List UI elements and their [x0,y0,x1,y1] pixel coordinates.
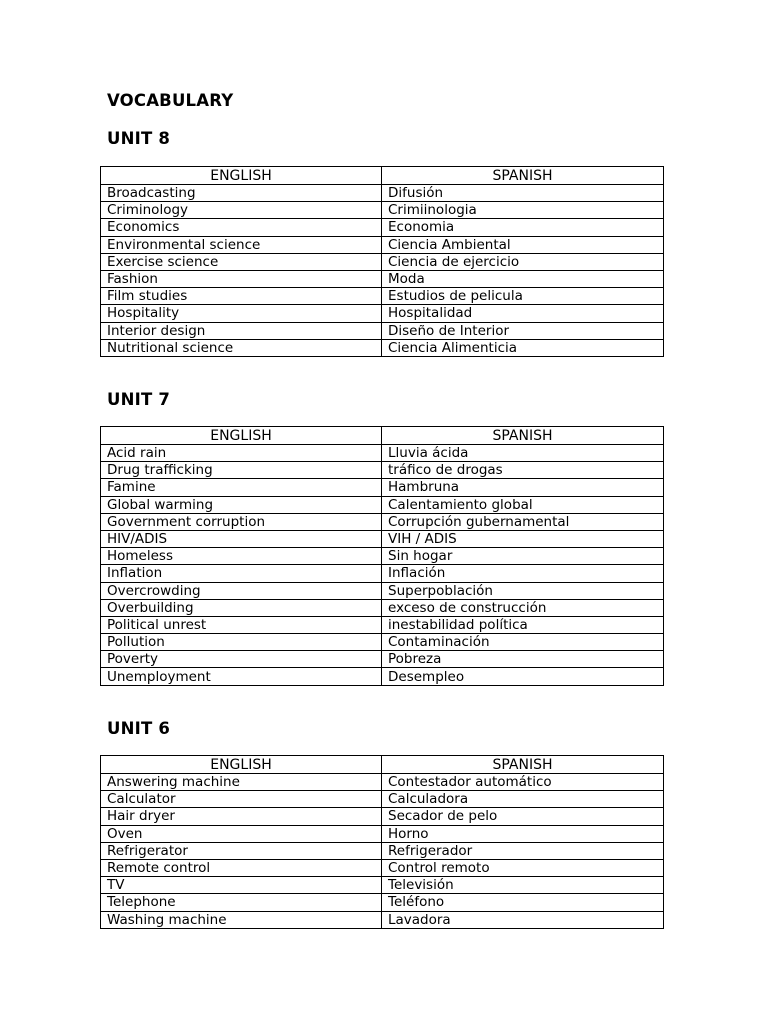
table-row [101,530,664,547]
unit-7-table [100,426,664,686]
table-header-row [101,756,664,774]
spanish-term: Ciencia de ejercicio [382,253,664,270]
table-row [101,582,664,599]
table-row [101,185,664,202]
english-term: TV [101,877,382,894]
spanish-term: Pobreza [382,651,664,668]
table-row [101,599,664,616]
spanish-term: Ciencia Ambiental [382,236,664,253]
table-row [101,877,664,894]
unit-8-heading: UNIT 8 [107,129,171,148]
spanish-term: Contestador automático [382,774,664,791]
table-row [101,322,664,339]
table-header-row [101,167,664,185]
spanish-term: Sin hogar [382,548,664,565]
english-term: Calculator [101,791,382,808]
table-row [101,616,664,633]
spanish-term: Hospitalidad [382,305,664,322]
english-term: Unemployment [101,668,382,685]
unit-6-heading: UNIT 6 [107,719,171,738]
english-term: Inflation [101,565,382,582]
spanish-term: Calentamiento global [382,496,664,513]
spanish-term: Control remoto [382,859,664,876]
spanish-term: Desempleo [382,668,664,685]
unit-6-table [100,755,664,929]
english-term: Hospitality [101,305,382,322]
english-term: Criminology [101,202,382,219]
spanish-term: Lluvia ácida [382,445,664,462]
english-term: Interior design [101,322,382,339]
english-term: Overbuilding [101,599,382,616]
table-row [101,253,664,270]
english-column-header: ENGLISH [101,427,382,445]
spanish-term: Teléfono [382,894,664,911]
table-row [101,651,664,668]
english-term: Refrigerator [101,842,382,859]
table-row [101,634,664,651]
table-row [101,288,664,305]
spanish-term: Hambruna [382,479,664,496]
page-title: VOCABULARY [107,91,234,110]
spanish-term: Secador de pelo [382,808,664,825]
english-term: Acid rain [101,445,382,462]
table-row [101,462,664,479]
table-row [101,219,664,236]
spanish-term: VIH / ADIS [382,530,664,547]
table-row [101,202,664,219]
english-column-header: ENGLISH [101,756,382,774]
spanish-term: Superpoblación [382,582,664,599]
spanish-term: Lavadora [382,911,664,928]
table-row [101,911,664,928]
table-row [101,479,664,496]
table-row [101,565,664,582]
english-term: Famine [101,479,382,496]
spanish-term: Ciencia Alimenticia [382,339,664,356]
table-row [101,774,664,791]
english-term: Government corruption [101,513,382,530]
spanish-term: Horno [382,825,664,842]
spanish-term: tráfico de drogas [382,462,664,479]
table-row [101,513,664,530]
spanish-column-header: SPANISH [382,167,664,185]
table-row [101,791,664,808]
english-term: Economics [101,219,382,236]
table-row [101,270,664,287]
table-row [101,808,664,825]
english-term: Environmental science [101,236,382,253]
table-header-row [101,427,664,445]
english-term: Political unrest [101,616,382,633]
table-row [101,825,664,842]
table-row [101,445,664,462]
spanish-term: Economia [382,219,664,236]
spanish-term: Diseño de Interior [382,322,664,339]
spanish-term: Televisión [382,877,664,894]
table-row [101,236,664,253]
english-term: Poverty [101,651,382,668]
table-row [101,305,664,322]
spanish-term: Moda [382,270,664,287]
spanish-term: Estudios de pelicula [382,288,664,305]
table-row [101,339,664,356]
english-term: Drug trafficking [101,462,382,479]
unit-7-heading: UNIT 7 [107,390,171,409]
table-row [101,842,664,859]
spanish-term: Inflación [382,565,664,582]
spanish-column-header: SPANISH [382,427,664,445]
spanish-term: Crimiinologia [382,202,664,219]
spanish-term: Corrupción gubernamental [382,513,664,530]
table-row [101,548,664,565]
english-term: Answering machine [101,774,382,791]
spanish-term: Calculadora [382,791,664,808]
english-term: Homeless [101,548,382,565]
english-term: Washing machine [101,911,382,928]
table-row [101,668,664,685]
spanish-term: inestabilidad política [382,616,664,633]
english-term: HIV/ADIS [101,530,382,547]
spanish-term: Difusión [382,185,664,202]
english-term: Nutritional science [101,339,382,356]
english-term: Hair dryer [101,808,382,825]
spanish-column-header: SPANISH [382,756,664,774]
english-term: Pollution [101,634,382,651]
english-term: Overcrowding [101,582,382,599]
table-row [101,496,664,513]
table-row [101,859,664,876]
english-term: Broadcasting [101,185,382,202]
spanish-term: Refrigerador [382,842,664,859]
english-term: Exercise science [101,253,382,270]
english-term: Global warming [101,496,382,513]
english-term: Remote control [101,859,382,876]
spanish-term: Contaminación [382,634,664,651]
spanish-term: exceso de construcción [382,599,664,616]
english-term: Film studies [101,288,382,305]
english-term: Oven [101,825,382,842]
unit-8-table [100,166,664,357]
table-row [101,894,664,911]
english-term: Telephone [101,894,382,911]
english-term: Fashion [101,270,382,287]
english-column-header: ENGLISH [101,167,382,185]
